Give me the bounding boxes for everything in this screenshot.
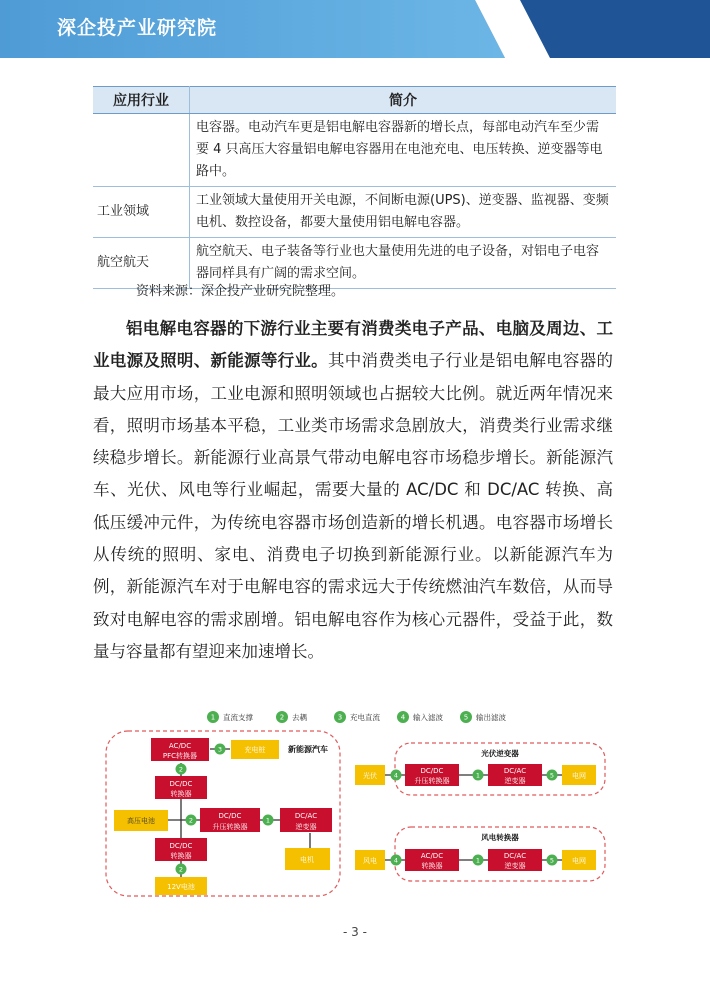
legend	[207, 711, 506, 723]
motor-label: 电机	[300, 856, 314, 864]
header-title: 深企投产业研究院	[57, 17, 218, 39]
lv-battery-label: 12V电池	[167, 883, 195, 891]
paragraph-text: 其中消费类电子行业是铝电解电容器的最大应用市场，工业电源和照明领域也占据较大比例。就近两年情况来看，照明市场基本平稳，工业类市场需求急剧放大，消费类行业需求继续稳步增长。新能源行业高景气带动电解电容市场稳步增长。新能源汽车、光伏、风电等行业崛起，需要大量的 AC/DC 和 DC/AC 转换、高低压缓冲元件，为传统电容器市场创造新的增长机遇。电容器市场增长从传统的照明、家电、消费电子切换到新能源行业。以新能源汽车为例，新能源汽车对于电解电容的需求远大于传统燃油汽车数倍，从而导致对电解电容的需求剧增。铝电解电容作为核心元器件，受益于此，数量与容量都有望迎来加速增长。	[93, 351, 614, 661]
legend-item	[460, 711, 506, 723]
pv-inverter-label-2: 逆变器	[504, 777, 526, 785]
dcdc2-label-2: 转换器	[170, 852, 192, 860]
dcdc1-label-2: 转换器	[170, 790, 192, 798]
node-number: 2	[178, 765, 184, 774]
dcdc1-label-1: DC/DC	[169, 780, 193, 788]
charger-label: 充电桩	[244, 746, 266, 754]
wind-input-label: 风电	[363, 857, 377, 865]
legend-item	[334, 711, 380, 723]
wind-converter-label-1: AC/DC	[420, 852, 444, 860]
legend-label: 去耦	[292, 713, 307, 722]
legend-label: 充电直流	[350, 713, 380, 722]
source-note: 资料来源：深企投产业研究院整理。	[136, 284, 345, 299]
inverter-label-2: 逆变器	[295, 823, 317, 831]
legend-number: 5	[463, 713, 469, 722]
paragraph-lead: 铝电解电容器的下游行业主要有消费类电子产品、电脑及周边、工业电源及照明、新能源等行业。	[93, 319, 613, 371]
ev-title: 新能源汽车	[288, 745, 328, 754]
legend-item	[397, 711, 443, 723]
boost-label-2: 升压转换器	[212, 823, 248, 831]
legend-item	[207, 711, 253, 723]
legend-number: 2	[279, 713, 285, 722]
ev-group	[106, 731, 340, 896]
node-number: 4	[393, 771, 399, 780]
pv-group	[355, 743, 605, 795]
node-number: 1	[475, 771, 481, 780]
node-number: 5	[549, 771, 555, 780]
body-paragraph	[93, 313, 613, 668]
table-header-industry: 应用行业	[93, 87, 190, 114]
pv-grid-label: 电网	[572, 772, 586, 780]
hv-battery-label: 高压电池	[127, 817, 155, 825]
pv-input-label: 光伏	[363, 772, 377, 780]
node-number: 2	[178, 865, 184, 874]
table-row	[93, 187, 616, 238]
legend-number: 1	[210, 713, 216, 722]
inverter-label-1: DC/AC	[294, 812, 318, 820]
legend-label: 输出滤波	[476, 713, 506, 722]
wind-inverter-label-2: 逆变器	[504, 862, 526, 870]
boost-label-1: DC/DC	[218, 812, 242, 820]
legend-item	[276, 711, 307, 723]
header-banner	[0, 0, 710, 58]
wind-grid-label: 电网	[572, 857, 586, 865]
node-number: 1	[475, 856, 481, 865]
table-header-intro: 简介	[190, 87, 617, 114]
pv-boost-label-1: DC/DC	[420, 767, 444, 775]
legend-label: 输入滤波	[413, 713, 443, 722]
wind-inverter-label-1: DC/AC	[503, 852, 527, 860]
node-number: 2	[188, 816, 194, 825]
legend-number: 4	[400, 713, 406, 722]
wind-group	[355, 827, 605, 881]
table-cell-desc: 电容器。电动汽车更是铝电解电容器新的增长点，每部电动汽车至少需要 4 只高压大容量铝电解电容器用在电池充电、电压转换、逆变器等电路中。	[190, 114, 617, 187]
dcdc2-label-1: DC/DC	[169, 842, 193, 850]
industry-table	[93, 86, 616, 289]
pfc-label-2: PFC转换器	[162, 752, 198, 760]
table-cell-industry: 工业领域	[93, 187, 190, 238]
node-number: 3	[217, 745, 223, 754]
table-cell-industry	[93, 114, 190, 187]
page-number: - 3 -	[343, 925, 367, 939]
node-number: 5	[549, 856, 555, 865]
node-number: 1	[265, 816, 271, 825]
node-number: 4	[393, 856, 399, 865]
table-cell-industry: 航空航天	[93, 238, 190, 289]
legend-label: 直流支撑	[223, 713, 253, 722]
table-cell-desc: 航空航天、电子装备等行业也大量使用先进的电子设备，对铝电子电容器同样具有广阔的需求空间。	[190, 238, 617, 289]
legend-number: 3	[337, 713, 343, 722]
wind-converter-label-2: 转换器	[421, 862, 443, 870]
pv-title: 光伏逆变器	[481, 749, 519, 758]
table-row	[93, 114, 616, 187]
pv-boost-label-2: 升压转换器	[414, 777, 450, 785]
wind-title: 风电转换器	[481, 833, 519, 842]
pfc-label-1: AC/DC	[168, 742, 192, 750]
table-cell-desc: 工业领域大量使用开关电源，不间断电源(UPS)、逆变器、监视器、变频电机、数控设备，都要大量使用铝电解电容器。	[190, 187, 617, 238]
pv-inverter-label-1: DC/AC	[503, 767, 527, 775]
capacitor-application-diagram	[100, 703, 610, 903]
